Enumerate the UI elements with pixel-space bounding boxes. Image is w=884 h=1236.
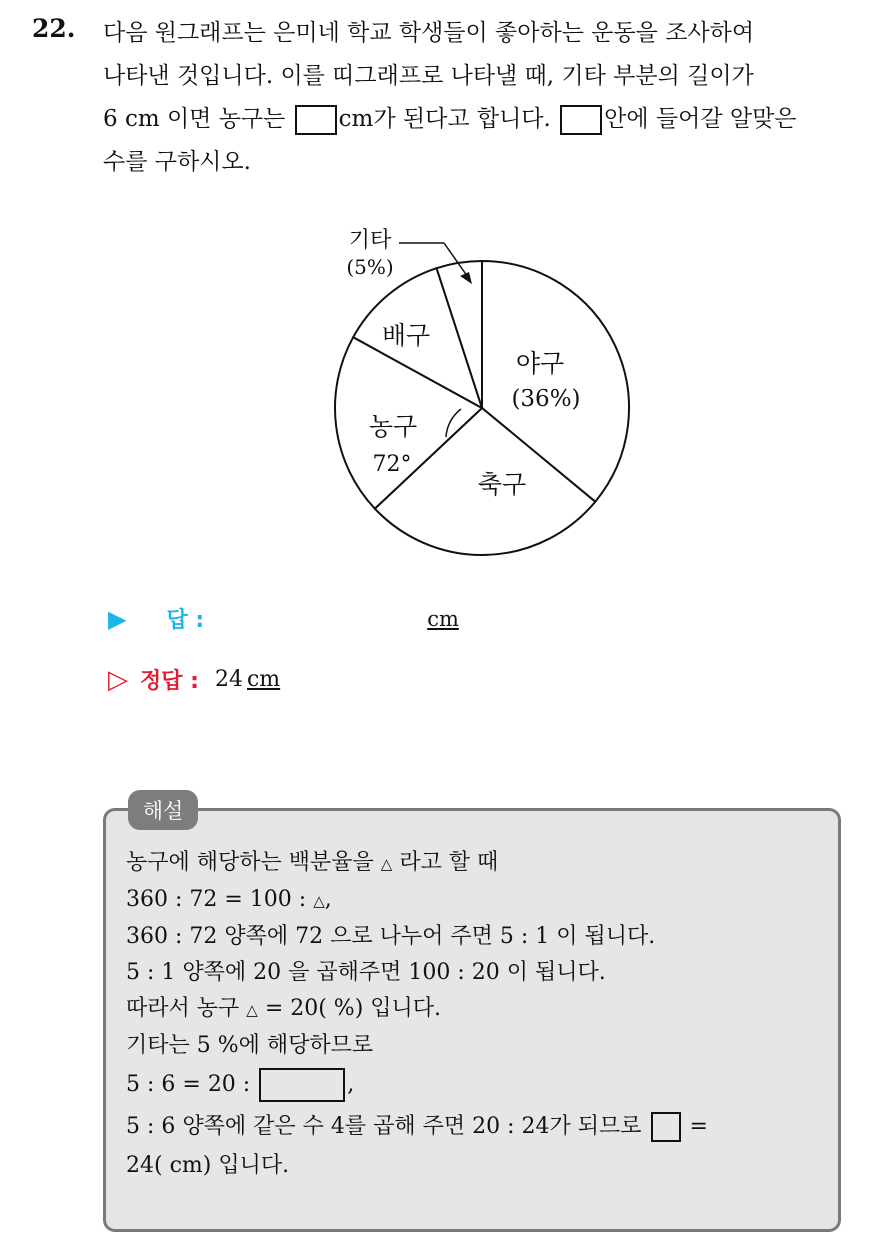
explanation-body	[126, 845, 826, 1184]
explanation-line-8: 5 : 6 양쪽에 같은 수 4를 곱해 주면 20 : 24가 되므로 =	[126, 1106, 826, 1148]
triangle-symbol: △	[380, 855, 393, 873]
question-line-3b: cm가 된다고 합니다.	[338, 106, 551, 132]
play-triangle-icon: ▶	[108, 604, 127, 633]
answer-unit: cm	[427, 606, 459, 631]
triangle-symbol: △	[246, 1001, 258, 1019]
explanation-line-5: 따라서 농구 △ = 20( %) 입니다.	[126, 996, 442, 1021]
question-line-4: 수를 구하시오.	[103, 149, 251, 175]
pie-chart	[320, 220, 640, 565]
slice-label-baseball: 야구	[515, 349, 565, 378]
question-line-3	[103, 98, 865, 141]
answer-label: 답 :	[166, 608, 205, 633]
explanation-tag: 해설	[128, 790, 198, 830]
slice-label-other: 기타	[348, 228, 392, 253]
explanation-blank-box	[259, 1068, 345, 1102]
explanation-line-3: 360 : 72 양쪽에 72 으로 나누어 주면 5 : 1 이 됩니다.	[126, 924, 656, 949]
slice-value-basketball: 72°	[372, 452, 412, 477]
question-line-3a: 6 cm 이면 농구는	[103, 106, 286, 132]
correct-answer-row	[108, 664, 280, 695]
explanation-line-2: 360 : 72 = 100 : △,	[126, 887, 332, 912]
answer-blank-box	[295, 105, 337, 135]
slice-value-baseball: (36%)	[511, 386, 581, 412]
explanation-blank-box-small	[651, 1112, 681, 1142]
explanation-line-9: 24( cm) 입니다.	[126, 1153, 290, 1178]
explanation-line-7: 5 : 6 = 20 : ,	[126, 1064, 826, 1106]
answer-row	[108, 603, 459, 634]
question-line-3c: 안에 들어갈 알맞은	[604, 106, 797, 132]
slice-value-other: (5%)	[346, 255, 394, 279]
outline-triangle-icon: ▷	[108, 664, 128, 695]
slice-label-volleyball: 배구	[381, 321, 431, 350]
question-line-2: 나타낸 것입니다. 이를 띠그래프로 나타낼 때, 기타 부분의 길이가	[103, 63, 754, 89]
pie-slices	[335, 261, 629, 555]
question-number: 22.	[32, 14, 76, 43]
correct-answer-value: 24	[214, 667, 243, 692]
explanation-line-1: 농구에 해당하는 백분율을 △ 라고 할 때	[126, 850, 499, 875]
slice-label-soccer: 축구	[477, 470, 527, 499]
explanation-line-4: 5 : 1 양쪽에 20 을 곱해주면 100 : 20 이 됩니다.	[126, 960, 606, 985]
answer-blank-box-ref	[560, 105, 602, 135]
slice-label-basketball: 농구	[368, 412, 418, 441]
question-text	[103, 12, 865, 184]
triangle-symbol: △	[313, 892, 325, 910]
question-line-1: 다음 원그래프는 은미네 학교 학생들이 좋아하는 운동을 조사하여	[103, 20, 755, 46]
explanation-line-6: 기타는 5 %에 해당하므로	[126, 1033, 374, 1058]
correct-answer-label: 정답 :	[140, 669, 199, 694]
correct-answer-unit: cm	[246, 667, 281, 692]
